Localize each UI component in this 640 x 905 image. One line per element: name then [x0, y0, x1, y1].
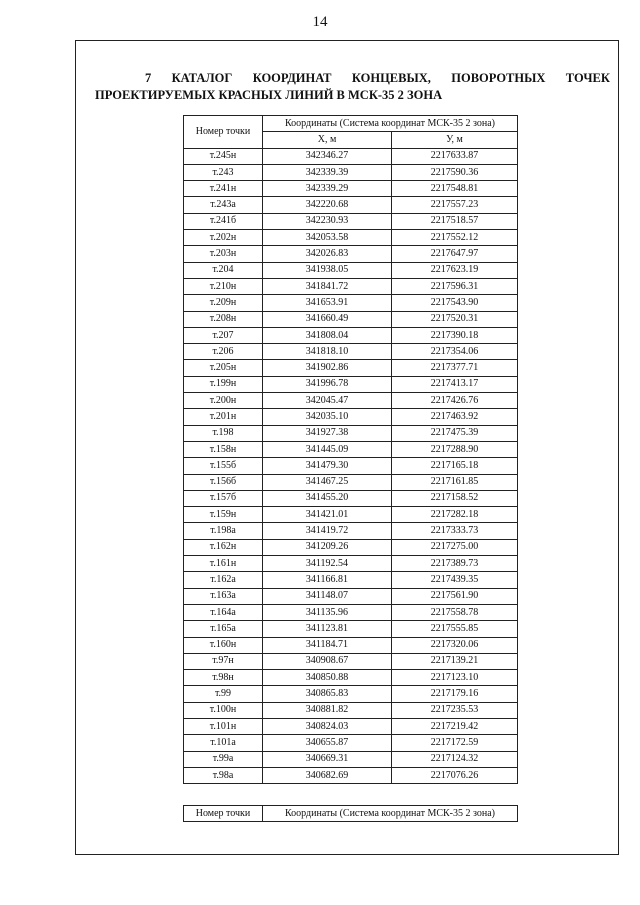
- cell-y: 2217377.71: [392, 360, 518, 376]
- table-row: [184, 148, 518, 164]
- cell-y: 2217558.78: [392, 604, 518, 620]
- cell-point-number: т.198: [184, 425, 263, 441]
- cell-x: 340865.83: [263, 686, 392, 702]
- cell-point-number: т.101н: [184, 718, 263, 734]
- cell-y: 2217647.97: [392, 246, 518, 262]
- cell-y: 2217219.42: [392, 718, 518, 734]
- table-row: [184, 360, 518, 376]
- cell-x: 340850.88: [263, 670, 392, 686]
- continuation-table-header: [183, 805, 518, 822]
- table-row: [184, 604, 518, 620]
- table-row: [184, 751, 518, 767]
- cell-x: 341808.04: [263, 327, 392, 343]
- table-row: [184, 523, 518, 539]
- cell-point-number: т.241б: [184, 213, 263, 229]
- cell-point-number: т.160н: [184, 637, 263, 653]
- cell-point-number: т.164а: [184, 604, 263, 620]
- cell-y: 2217463.92: [392, 409, 518, 425]
- cell-point-number: т.207: [184, 327, 263, 343]
- heading-word: КОНЦЕВЫХ,: [351, 71, 431, 85]
- cell-point-number: т.163а: [184, 588, 263, 604]
- cell-point-number: т.155б: [184, 458, 263, 474]
- cell-x: 340881.82: [263, 702, 392, 718]
- cell-y: 2217518.57: [392, 213, 518, 229]
- cell-y: 2217076.26: [392, 767, 518, 783]
- table-row: [184, 621, 518, 637]
- table-row: [184, 262, 518, 278]
- cell-point-number: т.243а: [184, 197, 263, 213]
- header-coordinates: Координаты (Система координат МСК-35 2 зона): [263, 116, 518, 132]
- cell-y: 2217320.06: [392, 637, 518, 653]
- cell-y: 2217623.19: [392, 262, 518, 278]
- cell-point-number: т.204: [184, 262, 263, 278]
- cell-x: 342045.47: [263, 393, 392, 409]
- table-row: [184, 213, 518, 229]
- cell-x: 341166.81: [263, 572, 392, 588]
- cell-point-number: т.241н: [184, 181, 263, 197]
- cell-y: 2217590.36: [392, 164, 518, 180]
- cell-x: 341818.10: [263, 344, 392, 360]
- cell-point-number: т.158н: [184, 441, 263, 457]
- cell-x: 340908.67: [263, 653, 392, 669]
- cell-point-number: т.98а: [184, 767, 263, 783]
- cell-x: 341467.25: [263, 474, 392, 490]
- table-row: [184, 718, 518, 734]
- cell-y: 2217165.18: [392, 458, 518, 474]
- cell-y: 2217520.31: [392, 311, 518, 327]
- cell-y: 2217354.06: [392, 344, 518, 360]
- cell-x: 341421.01: [263, 507, 392, 523]
- heading-word: 7: [145, 71, 152, 85]
- cell-x: 341653.91: [263, 295, 392, 311]
- cell-point-number: т.165а: [184, 621, 263, 637]
- cell-point-number: т.210н: [184, 278, 263, 294]
- table-row: [184, 327, 518, 343]
- table-row: [184, 490, 518, 506]
- cell-y: 2217161.85: [392, 474, 518, 490]
- cell-x: 341996.78: [263, 376, 392, 392]
- table-row: [184, 164, 518, 180]
- heading-word: ПОВОРОТНЫХ: [451, 71, 546, 85]
- cell-y: 2217275.00: [392, 539, 518, 555]
- cell-point-number: т.202н: [184, 230, 263, 246]
- cell-y: 2217333.73: [392, 523, 518, 539]
- table-row: [184, 474, 518, 490]
- cell-x: 342220.68: [263, 197, 392, 213]
- cell-point-number: т.100н: [184, 702, 263, 718]
- table-row: [184, 197, 518, 213]
- table-row: [184, 767, 518, 783]
- cell-point-number: т.162н: [184, 539, 263, 555]
- section-heading: [95, 70, 610, 104]
- cell-point-number: т.243: [184, 164, 263, 180]
- cell-x: 342026.83: [263, 246, 392, 262]
- table-row: [184, 686, 518, 702]
- table-row: [184, 507, 518, 523]
- table-row: [184, 344, 518, 360]
- cell-x: 341184.71: [263, 637, 392, 653]
- table-row: [184, 458, 518, 474]
- cell-x: 342339.39: [263, 164, 392, 180]
- cell-x: 341479.30: [263, 458, 392, 474]
- cell-y: 2217288.90: [392, 441, 518, 457]
- cell-y: 2217439.35: [392, 572, 518, 588]
- cell-x: 341192.54: [263, 556, 392, 572]
- cell-y: 2217389.73: [392, 556, 518, 572]
- cell-y: 2217413.17: [392, 376, 518, 392]
- cell-point-number: т.201н: [184, 409, 263, 425]
- header-x: Х, м: [263, 132, 392, 148]
- cell-point-number: т.209н: [184, 295, 263, 311]
- cell-y: 2217158.52: [392, 490, 518, 506]
- table-row: [184, 735, 518, 751]
- table-row: [184, 278, 518, 294]
- cell-x: 341445.09: [263, 441, 392, 457]
- cell-x: 341927.38: [263, 425, 392, 441]
- table-header-row: [184, 806, 518, 822]
- table-row: [184, 409, 518, 425]
- cell-point-number: т.161н: [184, 556, 263, 572]
- cell-point-number: т.101а: [184, 735, 263, 751]
- cell-point-number: т.159н: [184, 507, 263, 523]
- table-row: [184, 653, 518, 669]
- table-row: [184, 295, 518, 311]
- cell-x: 340655.87: [263, 735, 392, 751]
- cell-y: 2217475.39: [392, 425, 518, 441]
- cell-point-number: т.208н: [184, 311, 263, 327]
- header-point-number: Номер точки: [184, 116, 263, 149]
- table-row: [184, 181, 518, 197]
- cell-point-number: т.97н: [184, 653, 263, 669]
- cell-point-number: т.206: [184, 344, 263, 360]
- table-row: [184, 425, 518, 441]
- cell-y: 2217172.59: [392, 735, 518, 751]
- cell-x: 341123.81: [263, 621, 392, 637]
- cell-y: 2217124.32: [392, 751, 518, 767]
- page-number: 14: [312, 14, 328, 30]
- cell-point-number: т.199н: [184, 376, 263, 392]
- cell-y: 2217426.76: [392, 393, 518, 409]
- header-point-number: Номер точки: [184, 806, 263, 822]
- cell-point-number: т.245н: [184, 148, 263, 164]
- coordinates-table: [183, 115, 518, 784]
- cell-point-number: т.157б: [184, 490, 263, 506]
- cell-y: 2217139.21: [392, 653, 518, 669]
- table-row: [184, 556, 518, 572]
- cell-point-number: т.203н: [184, 246, 263, 262]
- cell-y: 2217390.18: [392, 327, 518, 343]
- table-row: [184, 588, 518, 604]
- cell-y: 2217282.18: [392, 507, 518, 523]
- cell-x: 342346.27: [263, 148, 392, 164]
- heading-word: КООРДИНАТ: [252, 71, 332, 85]
- table-row: [184, 702, 518, 718]
- heading-word: ТОЧЕК: [565, 71, 610, 85]
- table-row: [184, 572, 518, 588]
- cell-x: 341455.20: [263, 490, 392, 506]
- table-header-row: [184, 116, 518, 132]
- cell-x: 341419.72: [263, 523, 392, 539]
- table-row: [184, 539, 518, 555]
- cell-y: 2217179.16: [392, 686, 518, 702]
- cell-point-number: т.205н: [184, 360, 263, 376]
- heading-line-1: [95, 70, 610, 87]
- cell-y: 2217123.10: [392, 670, 518, 686]
- heading-word: КАТАЛОГ: [171, 71, 233, 85]
- table-row: [184, 246, 518, 262]
- cell-x: 341660.49: [263, 311, 392, 327]
- cell-point-number: т.156б: [184, 474, 263, 490]
- cell-point-number: т.99а: [184, 751, 263, 767]
- cell-point-number: т.162а: [184, 572, 263, 588]
- cell-point-number: т.99: [184, 686, 263, 702]
- table-row: [184, 376, 518, 392]
- cell-y: 2217561.90: [392, 588, 518, 604]
- header-coordinates: Координаты (Система координат МСК-35 2 зона): [263, 806, 518, 822]
- heading-line-2: ПРОЕКТИРУЕМЫХ КРАСНЫХ ЛИНИЙ В МСК-35 2 ЗОНА: [95, 88, 443, 102]
- cell-x: 341841.72: [263, 278, 392, 294]
- table-row: [184, 393, 518, 409]
- table-row: [184, 637, 518, 653]
- cell-x: 340824.03: [263, 718, 392, 734]
- cell-y: 2217555.85: [392, 621, 518, 637]
- cell-y: 2217557.23: [392, 197, 518, 213]
- cell-point-number: т.198а: [184, 523, 263, 539]
- cell-y: 2217596.31: [392, 278, 518, 294]
- cell-x: 342035.10: [263, 409, 392, 425]
- cell-y: 2217552.12: [392, 230, 518, 246]
- cell-y: 2217235.53: [392, 702, 518, 718]
- cell-x: 341209.26: [263, 539, 392, 555]
- cell-point-number: т.98н: [184, 670, 263, 686]
- table-row: [184, 441, 518, 457]
- cell-x: 342053.58: [263, 230, 392, 246]
- cell-x: 341902.86: [263, 360, 392, 376]
- cell-x: 341148.07: [263, 588, 392, 604]
- cell-x: 342230.93: [263, 213, 392, 229]
- table-row: [184, 670, 518, 686]
- cell-x: 341135.96: [263, 604, 392, 620]
- cell-y: 2217543.90: [392, 295, 518, 311]
- header-y: У, м: [392, 132, 518, 148]
- cell-y: 2217548.81: [392, 181, 518, 197]
- cell-point-number: т.200н: [184, 393, 263, 409]
- cell-x: 342339.29: [263, 181, 392, 197]
- cell-x: 340682.69: [263, 767, 392, 783]
- cell-y: 2217633.87: [392, 148, 518, 164]
- cell-x: 340669.31: [263, 751, 392, 767]
- cell-x: 341938.05: [263, 262, 392, 278]
- table-row: [184, 311, 518, 327]
- table-row: [184, 230, 518, 246]
